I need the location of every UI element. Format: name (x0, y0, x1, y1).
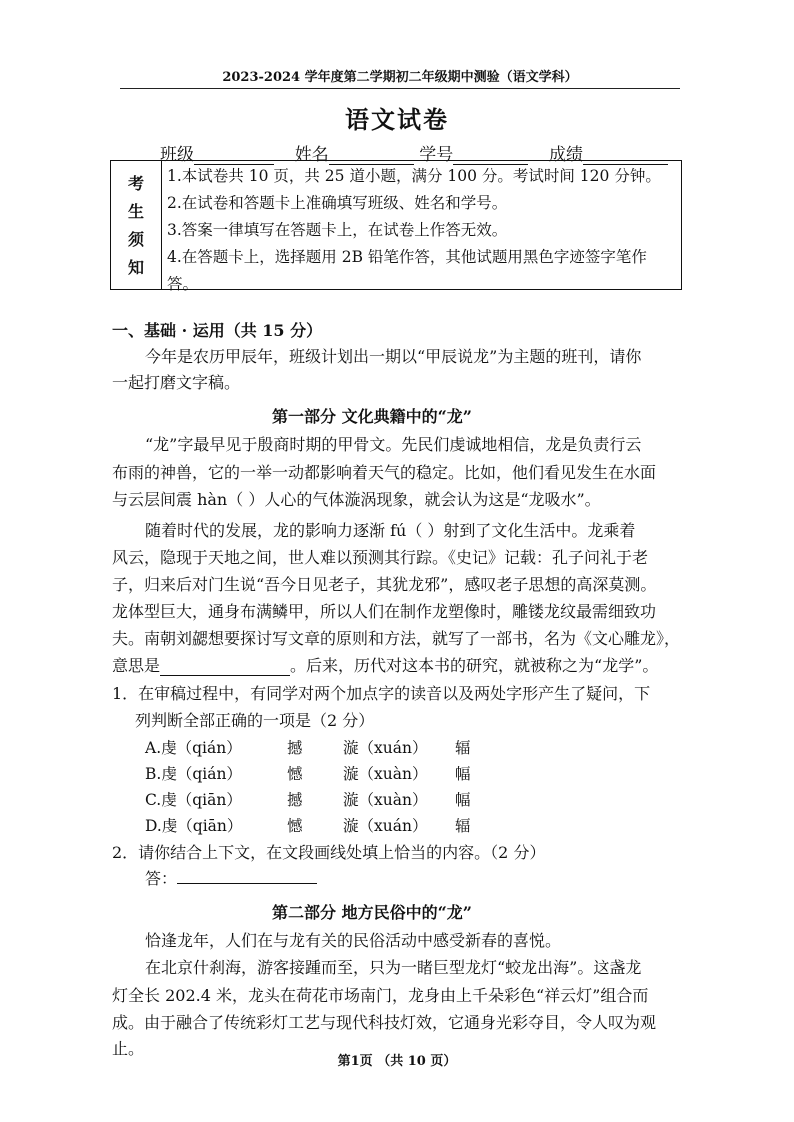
option-c-char-2: 幅 (455, 791, 471, 809)
paragraph-line: 子，归来后对门生说“吾今日见老子，其犹龙邪”，感叹老子思想的高深莫测。 (112, 575, 657, 594)
paper-title: 语文试卷 (345, 105, 449, 134)
intro-line: 一起打磨文字稿。 (112, 373, 241, 392)
section-1-title: 一、基础 · 运用（共 15 分） (112, 321, 323, 340)
question-2-stem: 2．请你结合上下文，在文段画线处填上恰当的内容。（2 分） (112, 843, 546, 862)
notice-side-char: 生 (127, 202, 144, 221)
paragraph-line: 夫。南朝刘勰想要探讨写文章的原则和方法，就写了一部书，名为《文心雕龙》， (112, 629, 681, 648)
option-d-char: 憾 (287, 817, 303, 835)
paragraph-line: “龙”字最早见于殷商时期的甲骨文。先民们虔诚地相信，龙是负责行云 (145, 435, 642, 454)
paragraph-line: 龙体型巨大，通身布满鳞甲，所以人们在制作龙塑像时，雕镂龙纹最需细致功 (112, 602, 657, 621)
paragraph-line: 成。由于融合了传统彩灯工艺与现代科技灯效，它通身光彩夺目，令人叹为观 (112, 1013, 657, 1032)
option-c-char: 撼 (287, 791, 303, 809)
paragraph-line: 布雨的神兽，它的一举一动都影响着天气的稳定。比如，他们看见发生在水面 (112, 463, 657, 482)
exam-notice-box (110, 160, 682, 293)
option-a-pinyin-2: 漩（xuán） (343, 739, 428, 757)
paragraph-line-end: 。后来，历代对这本书的研究，就被称之为“龙学”。 (290, 656, 659, 675)
notice-side-label (111, 161, 162, 289)
page-footer: 第1页 （共 10 页） (337, 1054, 457, 1069)
option-d-pinyin: D.虔（qiān） (145, 817, 243, 835)
notice-side-char: 考 (127, 174, 144, 193)
paragraph-line: 与云层间震 hàn（ ）人心的气体漩涡现象，就会认为这是“龙吸水”。 (112, 490, 601, 509)
option-a-char: 撼 (287, 739, 303, 757)
exam-header: 2023-2024 学年度第二学期初二年级期中测验（语文学科） (120, 66, 680, 89)
paragraph-line: 止。 (112, 1039, 145, 1058)
intro-line: 今年是农历甲辰年，班级计划出一期以“甲辰说龙”为主题的班刊，请你 (145, 347, 642, 366)
name-label: 姓名 (294, 145, 329, 165)
notice-item: 3.答案一律填写在答题卡上，在试卷上作答无效。 (167, 221, 508, 239)
option-c-pinyin: C.虔（qiān） (145, 791, 242, 809)
score-label: 成绩 (549, 145, 584, 165)
part-1-title: 第一部分 文化典籍中的“龙” (272, 407, 472, 426)
notice-item: 1.本试卷共 10 页，共 25 道小题，满分 100 分。考试时间 120 分钟。 (167, 167, 661, 185)
paragraph-line: 恰逢龙年，人们在与龙有关的民俗活动中感受新春的喜悦。 (145, 931, 562, 950)
part-2-title: 第二部分 地方民俗中的“龙” (272, 903, 472, 922)
notice-side-char: 知 (127, 258, 144, 277)
id-label: 学号 (419, 145, 454, 165)
notice-item: 答。 (167, 275, 199, 293)
option-b-pinyin: B.虔（qián） (145, 765, 242, 783)
question-1-stem: 列判断全部正确的一项是（2 分） (135, 711, 375, 730)
answer-label: 答： (145, 869, 178, 888)
notice-items (167, 163, 677, 298)
option-a-pinyin: A.虔（qián） (145, 739, 242, 757)
option-d-char-2: 辐 (455, 817, 471, 835)
option-b-pinyin-2: 漩（xuàn） (343, 765, 428, 783)
question-2-answer (145, 866, 317, 889)
option-b-char: 憾 (287, 765, 303, 783)
paragraph-line: 灯全长 202.4 米，龙头在荷花市场南门，龙身由上千朵彩色“祥云灯”组合而 (112, 986, 649, 1005)
fill-in-blank (160, 659, 290, 676)
option-b-char-2: 幅 (455, 765, 471, 783)
paragraph-line: 在北京什刹海，游客接踵而至，只为一睹巨型龙灯“蛟龙出海”。这盏龙 (145, 958, 642, 977)
option-a-char-2: 辐 (455, 739, 471, 757)
answer-line (177, 869, 317, 884)
notice-side-char: 须 (127, 230, 144, 249)
paragraph-line-start: 意思是 (112, 656, 161, 675)
paragraph-line: 随着时代的发展，龙的影响力逐渐 fú（ ）射到了文化生活中。龙乘着 (145, 521, 636, 540)
option-d-pinyin-2: 漩（xuán） (343, 817, 428, 835)
paragraph-line (112, 653, 658, 676)
question-1-stem: 1．在审稿过程中，有同学对两个加点字的读音以及两处字形产生了疑问，下 (112, 684, 651, 703)
class-label: 班级 (160, 145, 194, 165)
notice-item: 4.在答题卡上，选择题用 2B 铅笔作答，其他试题用黑色字迹签字笔作 (167, 248, 647, 266)
notice-item: 2.在试卷和答题卡上准确填写班级、姓名和学号。 (167, 194, 508, 212)
paragraph-line: 风云，隐现于天地之间，世人难以预测其行踪。《史记》记载：孔子问礼于老 (112, 548, 649, 567)
option-c-pinyin-2: 漩（xuàn） (343, 791, 428, 809)
